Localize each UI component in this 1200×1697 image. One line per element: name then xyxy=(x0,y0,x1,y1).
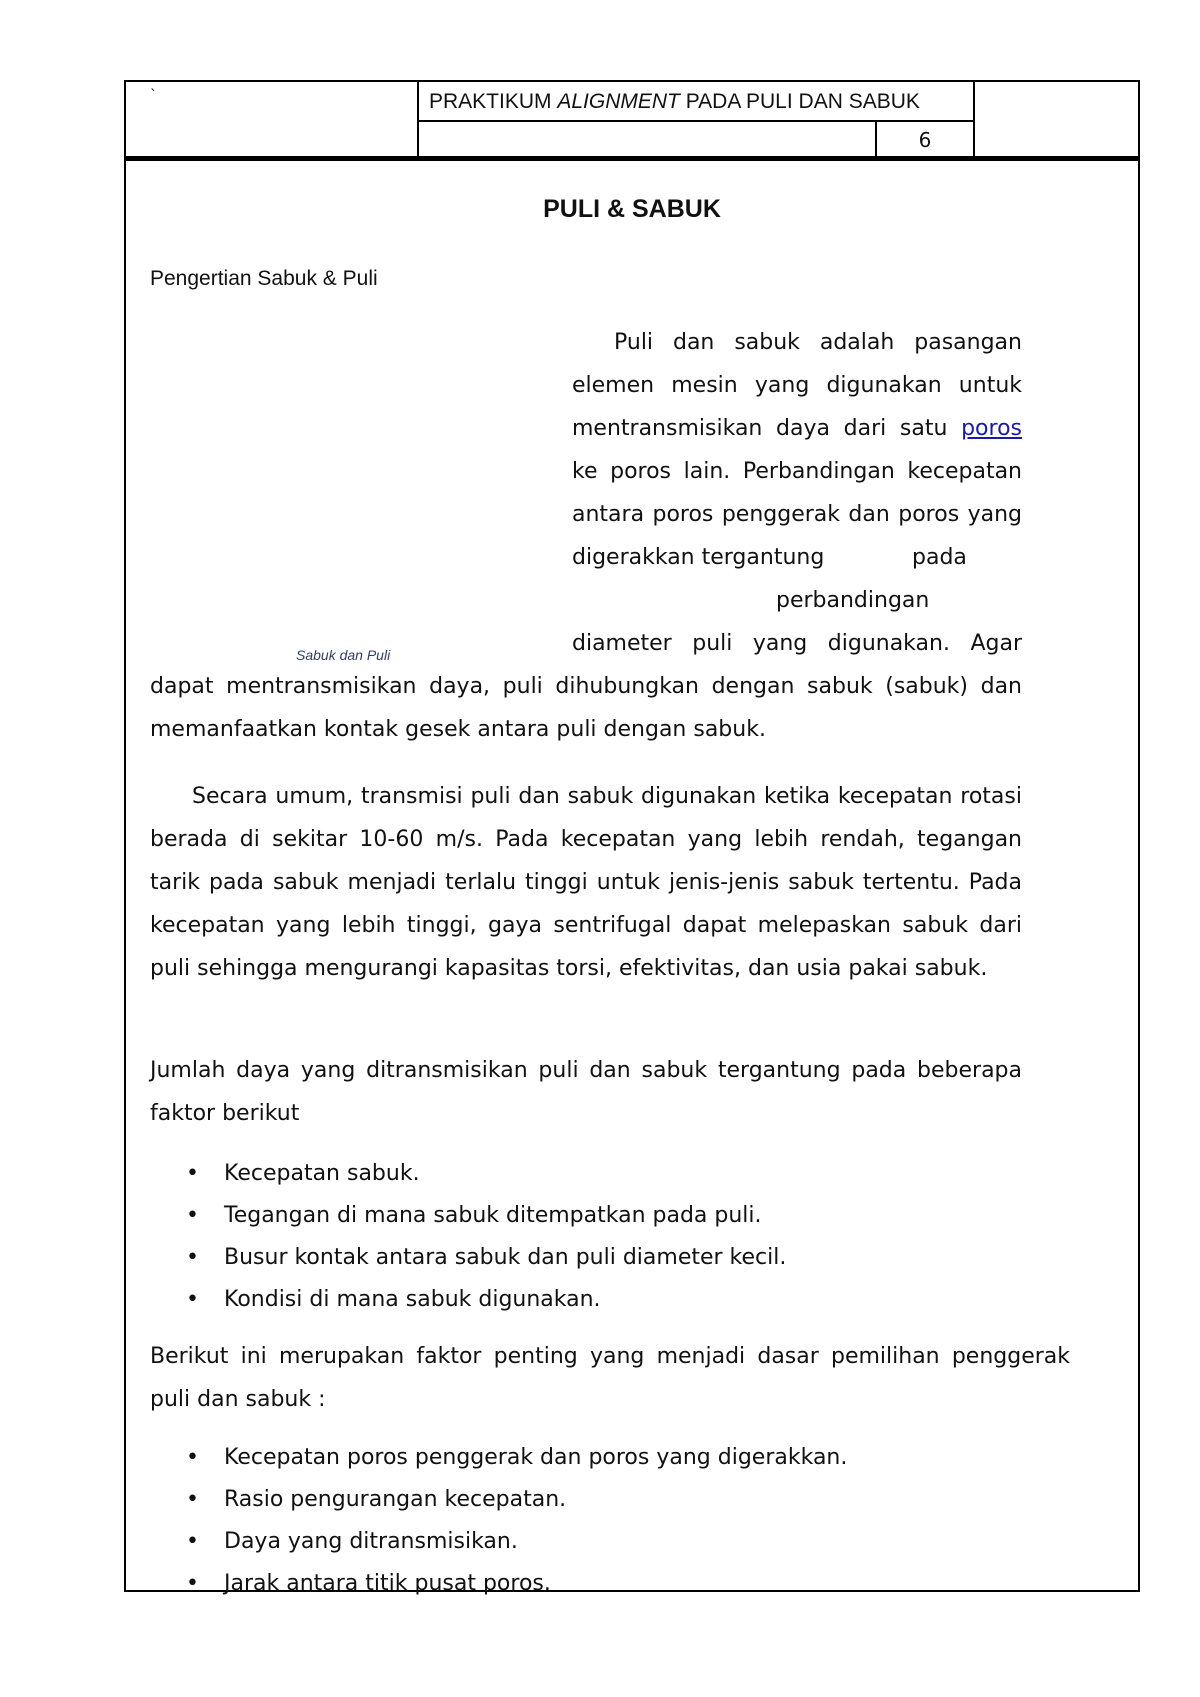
figure-caption: Sabuk dan Puli xyxy=(296,647,391,663)
paragraph-speed: Secara umum, transmisi puli dan sabuk digunakan ketika kecepatan rotasi berada di sekitar 10-60 m/s. Pada kecepatan yang lebih rendah, tegangan tarik pada sabuk menjadi terlalu tinggi untuk jenis-jenis sabuk tertentu. Pada kecepatan yang lebih tinggi, gaya sentrifugal dapat melepaskan sabuk dari puli sehingga mengurangi kapasitas torsi, efektivitas, dan usia pakai sabuk. xyxy=(150,784,1022,981)
header-left-cell xyxy=(126,82,419,156)
list-item: • Busur kontak antara sabuk dan puli diameter kecil. xyxy=(186,1245,787,1270)
list-item: • Rasio pengurangan kecepatan. xyxy=(186,1487,567,1512)
content-box xyxy=(124,158,1140,1596)
header-middle xyxy=(419,82,975,156)
list-item: • Jarak antara titik pusat poros. xyxy=(186,1571,551,1596)
page-title: PULI & SABUK xyxy=(543,195,721,223)
header-blank-cell xyxy=(419,122,877,158)
page-number: 6 xyxy=(877,122,975,158)
paragraph-power: Jumlah daya yang ditransmisikan puli dan sabuk tergantung pada beberapa faktor berikut xyxy=(150,1058,1022,1126)
paragraph-selection: Berikut ini merupakan faktor penting yang menjadi dasar pemilihan penggerak puli dan sabuk : xyxy=(150,1344,1070,1412)
list-item: • Kecepatan sabuk. xyxy=(186,1161,420,1186)
intro-right-column: Puli dan sabuk adalah pasangan elemen mesin yang digunakan untuk mentransmisikan daya dari satu poros ke poros lain. Perbandingan kecepatan antara poros penggerak dan poros yang digerakkan tergantung pada perbandingan diameter puli yang digunakan. Agar xyxy=(572,330,1023,656)
list-item: • Kondisi di mana sabuk digunakan. xyxy=(186,1287,601,1312)
header-title: PRAKTIKUM ALIGNMENT PADA PULI DAN SABUK xyxy=(419,82,975,122)
selection-factor-list xyxy=(150,1437,1050,1605)
list-item: • Kecepatan poros penggerak dan poros yang digerakkan. xyxy=(186,1445,848,1470)
document-header xyxy=(124,80,1140,158)
corner-mark: ` xyxy=(150,88,157,104)
section-subtitle: Pengertian Sabuk & Puli xyxy=(150,267,378,290)
intro-continuation: dapat mentransmisikan daya, puli dihubungkan dengan sabuk (sabuk) dan memanfaatkan kontak gesek antara puli dengan sabuk. xyxy=(150,674,1022,742)
factor-list xyxy=(150,1153,1050,1321)
list-item: • Daya yang ditransmisikan. xyxy=(186,1529,518,1554)
list-item: • Tegangan di mana sabuk ditempatkan pada puli. xyxy=(186,1203,762,1228)
poros-link[interactable]: poros xyxy=(961,416,1023,441)
